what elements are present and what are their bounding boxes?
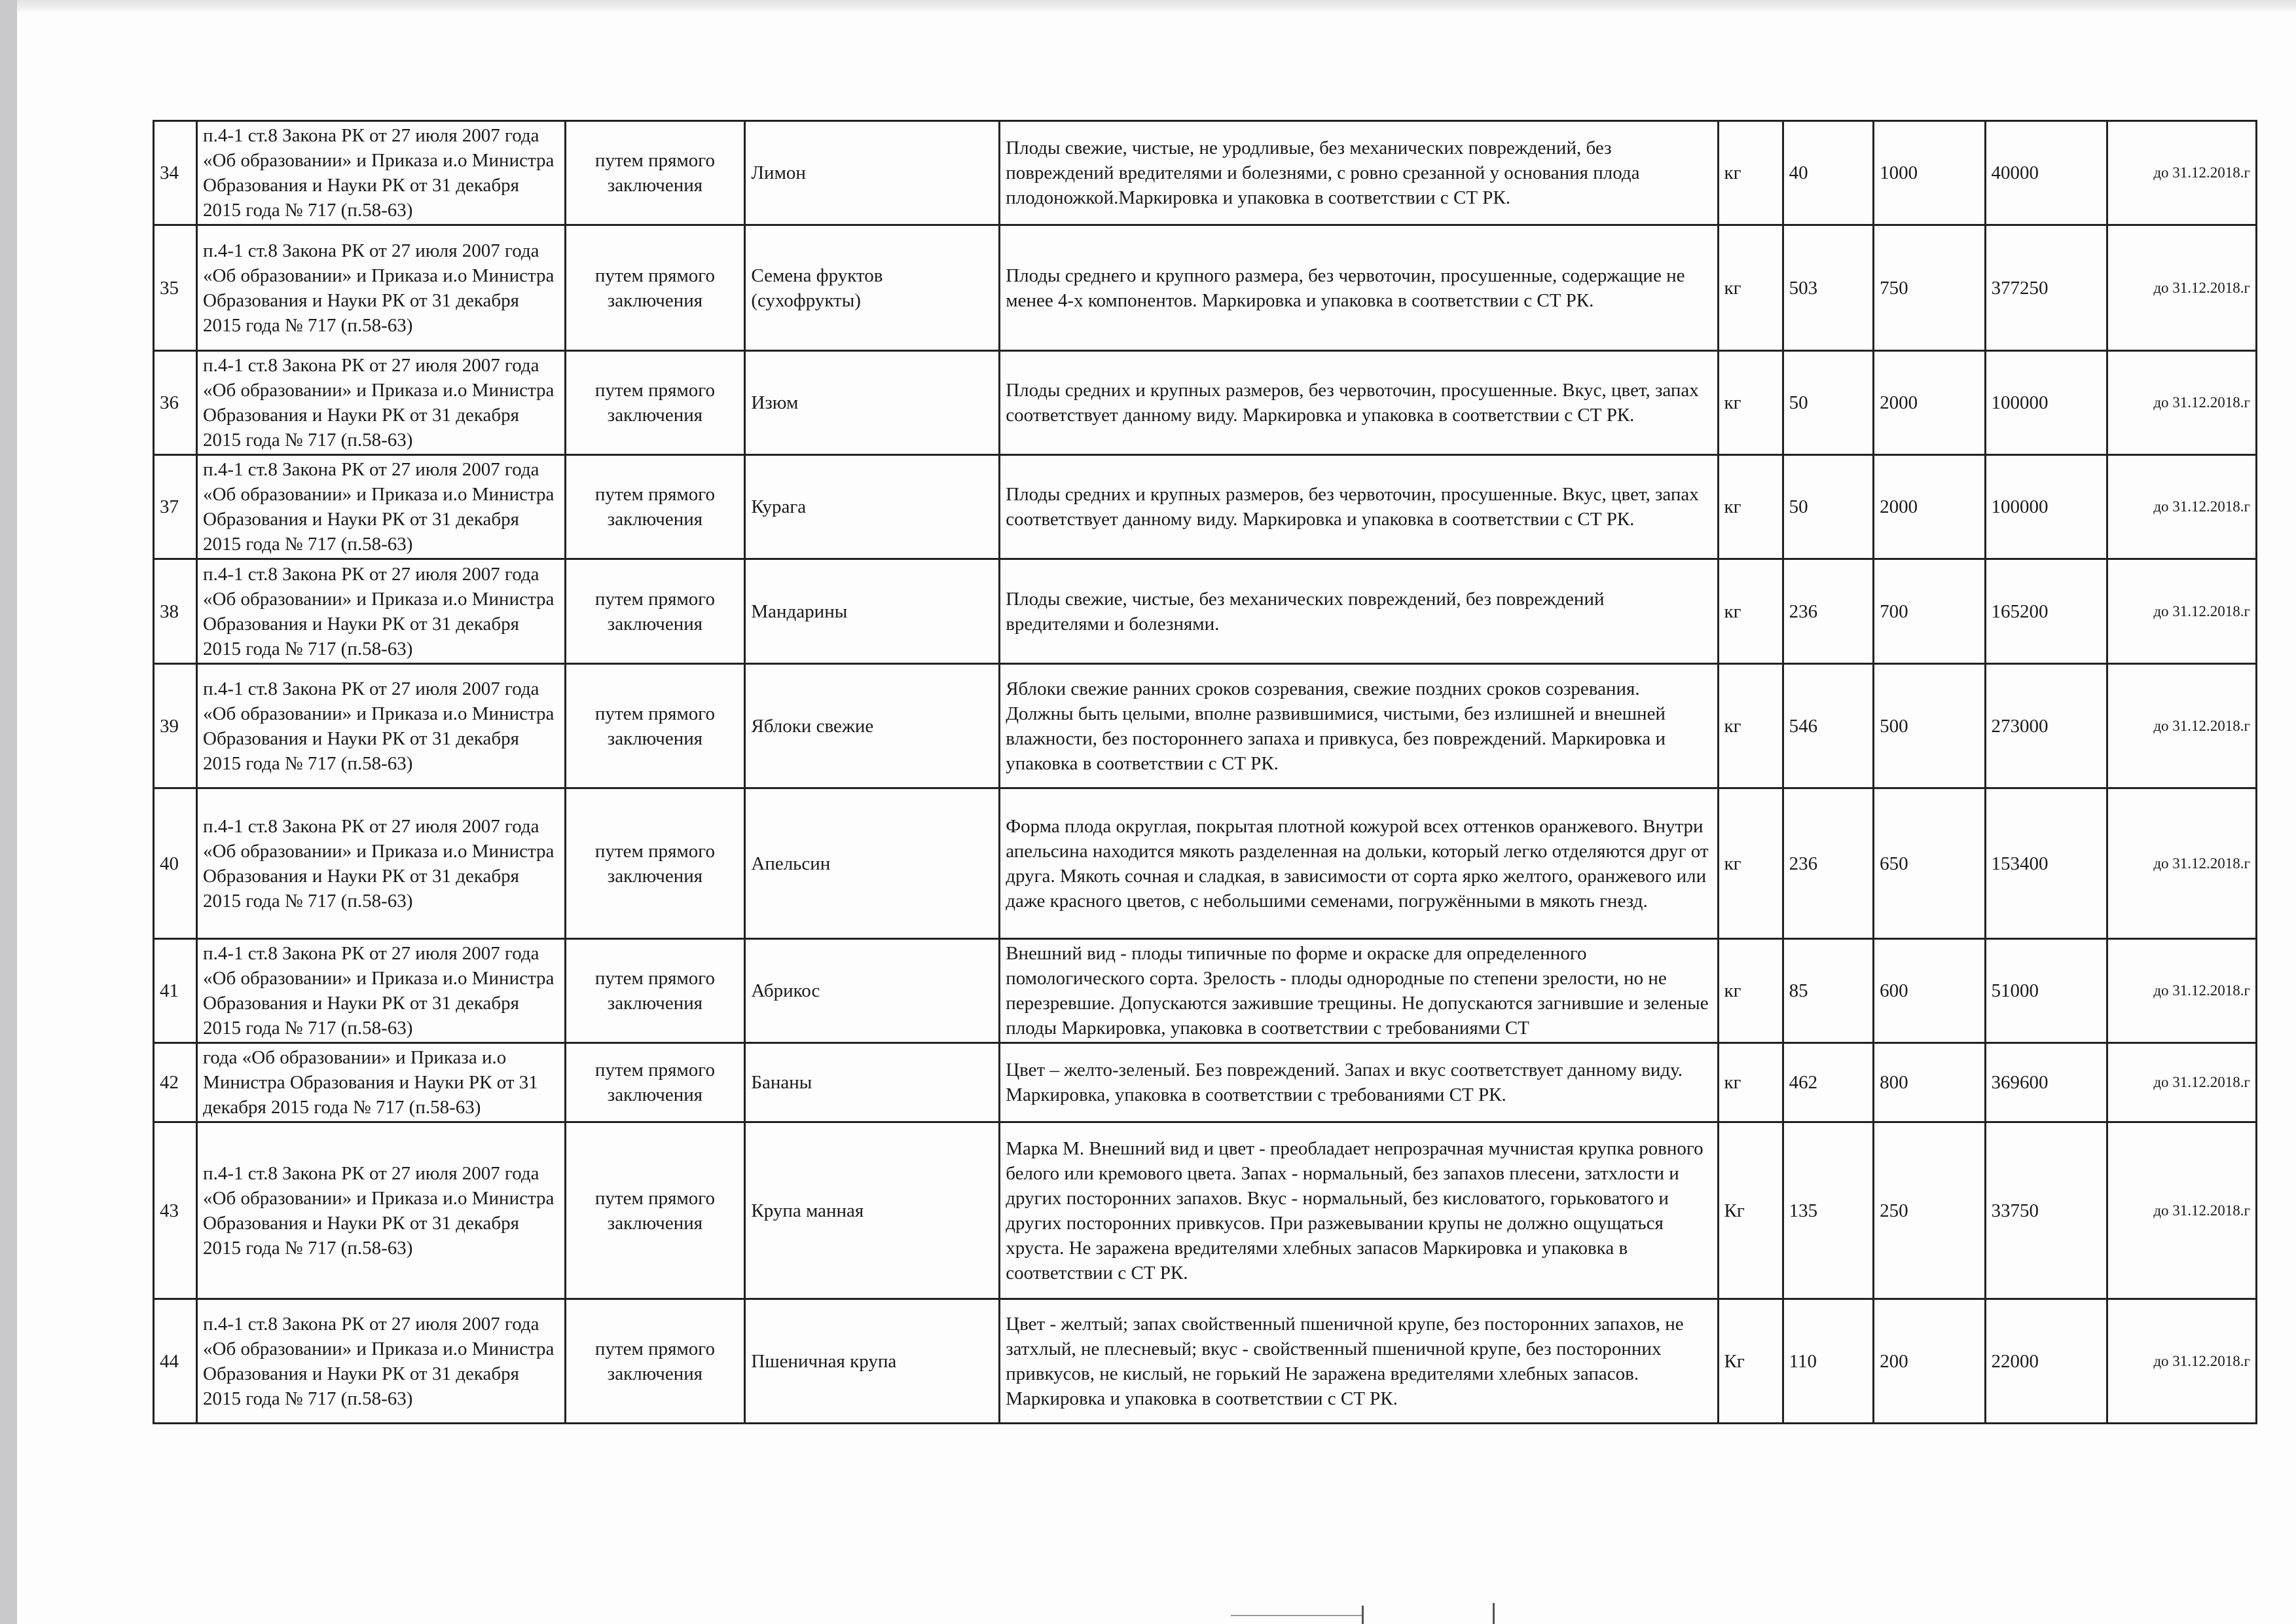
- procurement-method: путем прямого заключения: [565, 939, 745, 1043]
- item-name: Абрикос: [745, 939, 1000, 1043]
- quantity: 236: [1783, 559, 1873, 664]
- item-description: Плоды средних и крупных размеров, без червоточин, просушенные. Вкус, цвет, запах соответствует данному виду. Маркировка и упаковка в соответствии с СТ РК.: [1000, 455, 1718, 559]
- row-number: 36: [154, 351, 197, 455]
- deadline: до 31.12.2018.г: [2107, 664, 2256, 788]
- quantity: 546: [1783, 664, 1873, 788]
- legal-basis: года «Об образовании» и Приказа и.о Министра Образования и Науки РК от 31 декабря 2015 года № 717 (п.58-63): [197, 1043, 565, 1122]
- table-row: [154, 788, 2257, 939]
- unit-price: 650: [1874, 788, 1985, 939]
- table-row: [154, 121, 2257, 225]
- row-number: 41: [154, 939, 197, 1043]
- quantity: 40: [1783, 121, 1873, 225]
- unit: кг: [1718, 788, 1783, 939]
- scan-artifact: [1362, 1606, 1364, 1624]
- row-number: 42: [154, 1043, 197, 1122]
- total-sum: 100000: [1985, 351, 2107, 455]
- total-sum: 22000: [1985, 1299, 2107, 1424]
- unit-price: 500: [1874, 664, 1985, 788]
- table-row: [154, 559, 2257, 664]
- row-number: 44: [154, 1299, 197, 1424]
- quantity: 236: [1783, 788, 1873, 939]
- legal-basis: п.4-1 ст.8 Закона РК от 27 июля 2007 года «Об образовании» и Приказа и.о Министра Образования и Науки РК от 31 декабря 2015 года № 717 (п.58-63): [197, 939, 565, 1043]
- procurement-method: путем прямого заключения: [565, 559, 745, 664]
- deadline: до 31.12.2018.г: [2107, 225, 2256, 351]
- table-row: [154, 1122, 2257, 1299]
- row-number: 43: [154, 1122, 197, 1299]
- deadline: до 31.12.2018.г: [2107, 1299, 2256, 1424]
- table-body: [154, 121, 2257, 1424]
- procurement-table-wrapper: [153, 120, 2257, 1424]
- procurement-method: путем прямого заключения: [565, 788, 745, 939]
- item-name: Пшеничная крупа: [745, 1299, 1000, 1424]
- deadline: до 31.12.2018.г: [2107, 939, 2256, 1043]
- scan-edge-left: [0, 0, 17, 1624]
- unit: кг: [1718, 455, 1783, 559]
- unit: кг: [1718, 559, 1783, 664]
- total-sum: 40000: [1985, 121, 2107, 225]
- unit-price: 250: [1874, 1122, 1985, 1299]
- item-description: Плоды свежие, чистые, без механических повреждений, без повреждений вредителями и болезнями.: [1000, 559, 1718, 664]
- item-name: Семена фруктов (сухофрукты): [745, 225, 1000, 351]
- item-description: Форма плода округлая, покрытая плотной кожурой всех оттенков оранжевого. Внутри апельсина находится мякоть разделенная на дольки, который легко отделяются друг от друга. Мякоть сочная и сладкая, в зависимости от сорта ярко желтого, оранжевого или даже красного цветов, с небольшими семенами, погружёнными в мякоть гнезд.: [1000, 788, 1718, 939]
- item-name: Апельсин: [745, 788, 1000, 939]
- item-name: Яблоки свежие: [745, 664, 1000, 788]
- table-row: [154, 351, 2257, 455]
- table-row: [154, 225, 2257, 351]
- item-description: Плоды средних и крупных размеров, без червоточин, просушенные. Вкус, цвет, запах соответствует данному виду. Маркировка и упаковка в соответствии с СТ РК.: [1000, 351, 1718, 455]
- row-number: 39: [154, 664, 197, 788]
- deadline: до 31.12.2018.г: [2107, 559, 2256, 664]
- legal-basis: п.4-1 ст.8 Закона РК от 27 июля 2007 года «Об образовании» и Приказа и.о Министра Образования и Науки РК от 31 декабря 2015 года № 717 (п.58-63): [197, 788, 565, 939]
- item-name: Мандарины: [745, 559, 1000, 664]
- unit: Кг: [1718, 1299, 1783, 1424]
- table-row: [154, 664, 2257, 788]
- legal-basis: п.4-1 ст.8 Закона РК от 27 июля 2007 года «Об образовании» и Приказа и.о Министра Образования и Науки РК от 31 декабря 2015 года № 717 (п.58-63): [197, 1122, 565, 1299]
- item-description: Цвет – желто-зеленый. Без повреждений. Запах и вкус соответствует данному виду. Маркировка, упаковка в соответствии с требованиями СТ РК.: [1000, 1043, 1718, 1122]
- quantity: 50: [1783, 455, 1873, 559]
- deadline: до 31.12.2018.г: [2107, 121, 2256, 225]
- unit-price: 600: [1874, 939, 1985, 1043]
- table-row: [154, 455, 2257, 559]
- deadline: до 31.12.2018.г: [2107, 351, 2256, 455]
- procurement-method: путем прямого заключения: [565, 351, 745, 455]
- legal-basis: п.4-1 ст.8 Закона РК от 27 июля 2007 года «Об образовании» и Приказа и.о Министра Образования и Науки РК от 31 декабря 2015 года № 717 (п.58-63): [197, 455, 565, 559]
- deadline: до 31.12.2018.г: [2107, 455, 2256, 559]
- row-number: 34: [154, 121, 197, 225]
- item-name: Курага: [745, 455, 1000, 559]
- procurement-method: путем прямого заключения: [565, 1122, 745, 1299]
- legal-basis: п.4-1 ст.8 Закона РК от 27 июля 2007 года «Об образовании» и Приказа и.о Министра Образования и Науки РК от 31 декабря 2015 года № 717 (п.58-63): [197, 225, 565, 351]
- table-row: [154, 939, 2257, 1043]
- item-description: Марка М. Внешний вид и цвет - преобладает непрозрачная мучнистая крупка ровного белого или кремового цвета. Запах - нормальный, без запахов плесени, затхлости и других посторонних запахов. Вкус - нормальный, без кисловатого, горьковатого и других посторонних привкусов. При разжевывании крупы не должно ощущаться хруста. Не заражена вредителями хлебных запасов Маркировка и упаковка в соответствии с СТ РК.: [1000, 1122, 1718, 1299]
- item-name: Бананы: [745, 1043, 1000, 1122]
- procurement-method: путем прямого заключения: [565, 455, 745, 559]
- item-description: Внешний вид - плоды типичные по форме и окраске для определенного помологического сорта. Зрелость - плоды однородные по степени зрелости, но не перезревшие. Допускаются зажившие трещины. Не допускаются загнившие и зеленые плоды Маркировка, упаковка в соответствии с требованиями СТ: [1000, 939, 1718, 1043]
- item-name: Изюм: [745, 351, 1000, 455]
- item-name: Лимон: [745, 121, 1000, 225]
- legal-basis: п.4-1 ст.8 Закона РК от 27 июля 2007 года «Об образовании» и Приказа и.о Министра Образования и Науки РК от 31 декабря 2015 года № 717 (п.58-63): [197, 351, 565, 455]
- item-description: Яблоки свежие ранних сроков созревания, свежие поздних сроков созревания. Должны быть целыми, вполне развившимися, чистыми, без излишней и внешней влажности, без постороннего запаха и привкуса, без повреждений. Маркировка и упаковка в соответствии с СТ РК.: [1000, 664, 1718, 788]
- quantity: 503: [1783, 225, 1873, 351]
- item-name: Крупа манная: [745, 1122, 1000, 1299]
- deadline: до 31.12.2018.г: [2107, 1043, 2256, 1122]
- deadline: до 31.12.2018.г: [2107, 788, 2256, 939]
- unit: кг: [1718, 664, 1783, 788]
- legal-basis: п.4-1 ст.8 Закона РК от 27 июля 2007 года «Об образовании» и Приказа и.о Министра Образования и Науки РК от 31 декабря 2015 года № 717 (п.58-63): [197, 1299, 565, 1424]
- unit-price: 800: [1874, 1043, 1985, 1122]
- scan-edge-top: [0, 0, 2296, 14]
- procurement-method: путем прямого заключения: [565, 225, 745, 351]
- row-number: 37: [154, 455, 197, 559]
- total-sum: 153400: [1985, 788, 2107, 939]
- scan-artifact: [1493, 1603, 1495, 1624]
- row-number: 38: [154, 559, 197, 664]
- total-sum: 273000: [1985, 664, 2107, 788]
- procurement-method: путем прямого заключения: [565, 664, 745, 788]
- total-sum: 165200: [1985, 559, 2107, 664]
- procurement-table: [153, 120, 2257, 1424]
- unit-price: 1000: [1874, 121, 1985, 225]
- unit: кг: [1718, 121, 1783, 225]
- unit-price: 750: [1874, 225, 1985, 351]
- unit: Кг: [1718, 1122, 1783, 1299]
- item-description: Цвет - желтый; запах свойственный пшеничной крупе, без посторонних запахов, не затхлый, не плесневый; вкус - свойственный пшеничной крупе, без посторонних привкусов, не кислый, не горький Не заражена вредителями хлебных запасов. Маркировка и упаковка в соответствии с СТ РК.: [1000, 1299, 1718, 1424]
- row-number: 40: [154, 788, 197, 939]
- procurement-method: путем прямого заключения: [565, 1299, 745, 1424]
- procurement-method: путем прямого заключения: [565, 121, 745, 225]
- table-row: [154, 1043, 2257, 1122]
- unit-price: 2000: [1874, 351, 1985, 455]
- procurement-method: путем прямого заключения: [565, 1043, 745, 1122]
- deadline: до 31.12.2018.г: [2107, 1122, 2256, 1299]
- total-sum: 33750: [1985, 1122, 2107, 1299]
- quantity: 110: [1783, 1299, 1873, 1424]
- unit: кг: [1718, 1043, 1783, 1122]
- legal-basis: п.4-1 ст.8 Закона РК от 27 июля 2007 года «Об образовании» и Приказа и.о Министра Образования и Науки РК от 31 декабря 2015 года № 717 (п.58-63): [197, 664, 565, 788]
- total-sum: 100000: [1985, 455, 2107, 559]
- quantity: 462: [1783, 1043, 1873, 1122]
- table-row: [154, 1299, 2257, 1424]
- total-sum: 377250: [1985, 225, 2107, 351]
- row-number: 35: [154, 225, 197, 351]
- quantity: 50: [1783, 351, 1873, 455]
- total-sum: 51000: [1985, 939, 2107, 1043]
- item-description: Плоды среднего и крупного размера, без червоточин, просушенные, содержащие не менее 4-х компонентов. Маркировка и упаковка в соответствии с СТ РК.: [1000, 225, 1718, 351]
- scan-artifact: [1231, 1615, 1362, 1616]
- unit-price: 700: [1874, 559, 1985, 664]
- unit: кг: [1718, 351, 1783, 455]
- unit: кг: [1718, 225, 1783, 351]
- total-sum: 369600: [1985, 1043, 2107, 1122]
- unit: кг: [1718, 939, 1783, 1043]
- unit-price: 2000: [1874, 455, 1985, 559]
- quantity: 135: [1783, 1122, 1873, 1299]
- quantity: 85: [1783, 939, 1873, 1043]
- item-description: Плоды свежие, чистые, не уродливые, без механических повреждений, без повреждений вредителями и болезнями, с ровно срезанной у основания плода плодоножкой.Маркировка и упаковка в соответствии с СТ РК.: [1000, 121, 1718, 225]
- legal-basis: п.4-1 ст.8 Закона РК от 27 июля 2007 года «Об образовании» и Приказа и.о Министра Образования и Науки РК от 31 декабря 2015 года № 717 (п.58-63): [197, 121, 565, 225]
- unit-price: 200: [1874, 1299, 1985, 1424]
- legal-basis: п.4-1 ст.8 Закона РК от 27 июля 2007 года «Об образовании» и Приказа и.о Министра Образования и Науки РК от 31 декабря 2015 года № 717 (п.58-63): [197, 559, 565, 664]
